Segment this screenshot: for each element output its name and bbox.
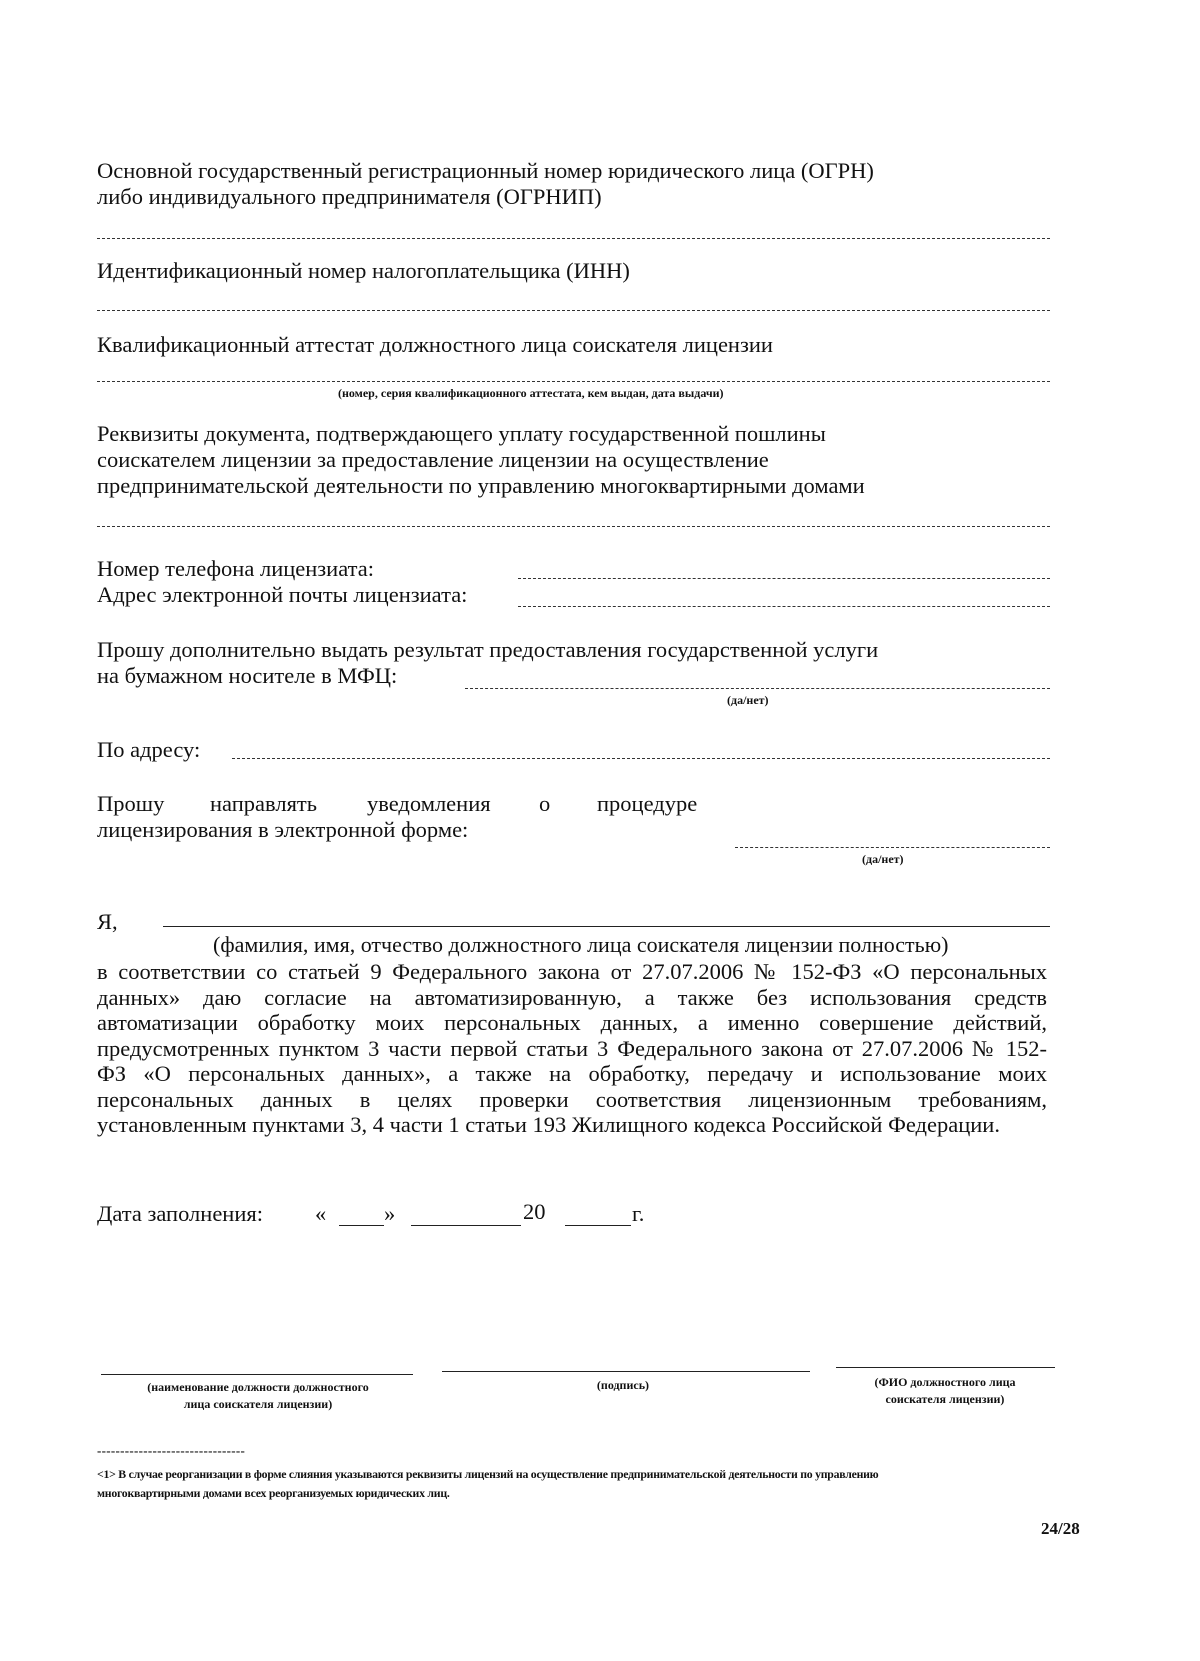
date-month-input[interactable] [411, 1225, 521, 1226]
consent-line-7: установленным пунктами 3, 4 части 1 статьи 193 Жилищного кодекса Российской Федерации. [97, 1112, 1000, 1137]
page-number: 24/28 [1041, 1519, 1080, 1538]
fio-hint-line1: (ФИО должностного лица [874, 1375, 1016, 1389]
paper-request-line1: Прошу дополнительно выдать результат предоставления государственной услуги [97, 637, 879, 662]
full-name-hint: (фамилия, имя, отчество должностного лица соискателя лицензии полностью) [213, 932, 949, 957]
address-label: По адресу: [97, 737, 201, 762]
position-input-line[interactable] [101, 1374, 413, 1375]
date-close-quote: » [384, 1201, 396, 1226]
consent-line-4: предусмотренных пунктом 3 части первой статьи 3 Федерального закона от 27.07.2006 № 152- [97, 1035, 1047, 1061]
date-day-input[interactable] [339, 1225, 384, 1226]
fio-hint-line2: соискателя лицензии) [885, 1392, 1005, 1406]
attestat-label: Квалификационный аттестат должностного лица соискателя лицензии [97, 332, 773, 357]
paper-request-line2: на бумажном носителе в МФЦ: [97, 663, 398, 688]
notify-word-4: о [539, 791, 551, 816]
date-century: 20 [523, 1199, 546, 1224]
phone-label: Номер телефона лицензиата: [97, 556, 374, 581]
ogrn-label-line2: либо индивидуального предпринимателя (ОГРНИП) [97, 184, 602, 209]
address-input-line[interactable] [232, 758, 1050, 759]
email-label: Адрес электронной почты лицензиата: [97, 582, 468, 607]
footnote-separator: -------------------------------- [97, 1443, 246, 1458]
phone-input-line[interactable] [518, 578, 1050, 579]
date-label: Дата заполнения: [97, 1201, 263, 1226]
consent-line-6: персональных данных в целях проверки соответствия лицензионным требованиям, [97, 1086, 1047, 1112]
attestat-input-line[interactable] [97, 381, 1050, 382]
inn-label: Идентификационный номер налогоплательщика (ИНН) [97, 258, 630, 283]
notify-input-line[interactable] [735, 847, 1050, 848]
consent-line-1: в соответствии со статьей 9 Федерального закона от 27.07.2006 № 152-ФЗ «О персональных [97, 959, 1047, 984]
consent-paragraph [97, 959, 1047, 1138]
fio-input-line[interactable] [836, 1367, 1055, 1368]
notify-word-5: процедуре [597, 791, 698, 816]
ogrn-input-line[interactable] [97, 238, 1050, 239]
inn-input-line[interactable] [97, 310, 1050, 311]
footnote-text-line1: <1> В случае реорганизации в форме слияния указываются реквизиты лицензий на осуществление предпринимательской деятельности по управлению [97, 1467, 879, 1481]
position-hint-line2: лица соискателя лицензии) [183, 1397, 333, 1411]
yes-no-hint-1: (да/нет) [727, 693, 769, 707]
notify-label-line2: лицензирования в электронной форме: [97, 817, 469, 842]
signature-input-line[interactable] [442, 1371, 810, 1372]
ya-label: Я, [97, 909, 118, 934]
footnote-text-line2: многоквартирными домами всех реорганизуемых юридических лиц. [97, 1486, 450, 1500]
yes-no-hint-2: (да/нет) [862, 852, 904, 866]
requisites-label-line3: предпринимательской деятельности по управлению многоквартирными домами [97, 473, 865, 498]
full-name-input-line[interactable] [163, 926, 1050, 927]
consent-line-2: данных» даю согласие на автоматизированную, а также без использования средств [97, 984, 1047, 1010]
requisites-input-line[interactable] [97, 526, 1050, 527]
requisites-label-line1: Реквизиты документа, подтверждающего уплату государственной пошлины [97, 421, 826, 446]
position-hint-line1: (наименование должности должностного [147, 1380, 369, 1394]
notify-word-2: направлять [210, 791, 318, 816]
paper-request-input-line[interactable] [465, 688, 1050, 689]
ogrn-label-line1: Основной государственный регистрационный номер юридического лица (ОГРН) [97, 158, 874, 183]
notify-word-1: Прошу [97, 791, 165, 816]
date-year-suffix: г. [632, 1201, 645, 1226]
email-input-line[interactable] [518, 606, 1050, 607]
consent-line-3: автоматизации обработку моих персональных данных, а именно совершение действий, [97, 1010, 1047, 1035]
notify-word-3: уведомления [367, 791, 491, 816]
date-year-input[interactable] [565, 1225, 631, 1226]
requisites-label-line2: соискателем лицензии за предоставление лицензии на осуществление [97, 447, 769, 472]
date-open-quote: « [315, 1201, 327, 1226]
attestat-hint: (номер, серия квалификационного аттестата, кем выдан, дата выдачи) [338, 386, 724, 400]
consent-line-5: ФЗ «О персональных данных», а также на обработку, передачу и использование моих [97, 1061, 1047, 1086]
signature-hint: (подпись) [596, 1378, 650, 1392]
